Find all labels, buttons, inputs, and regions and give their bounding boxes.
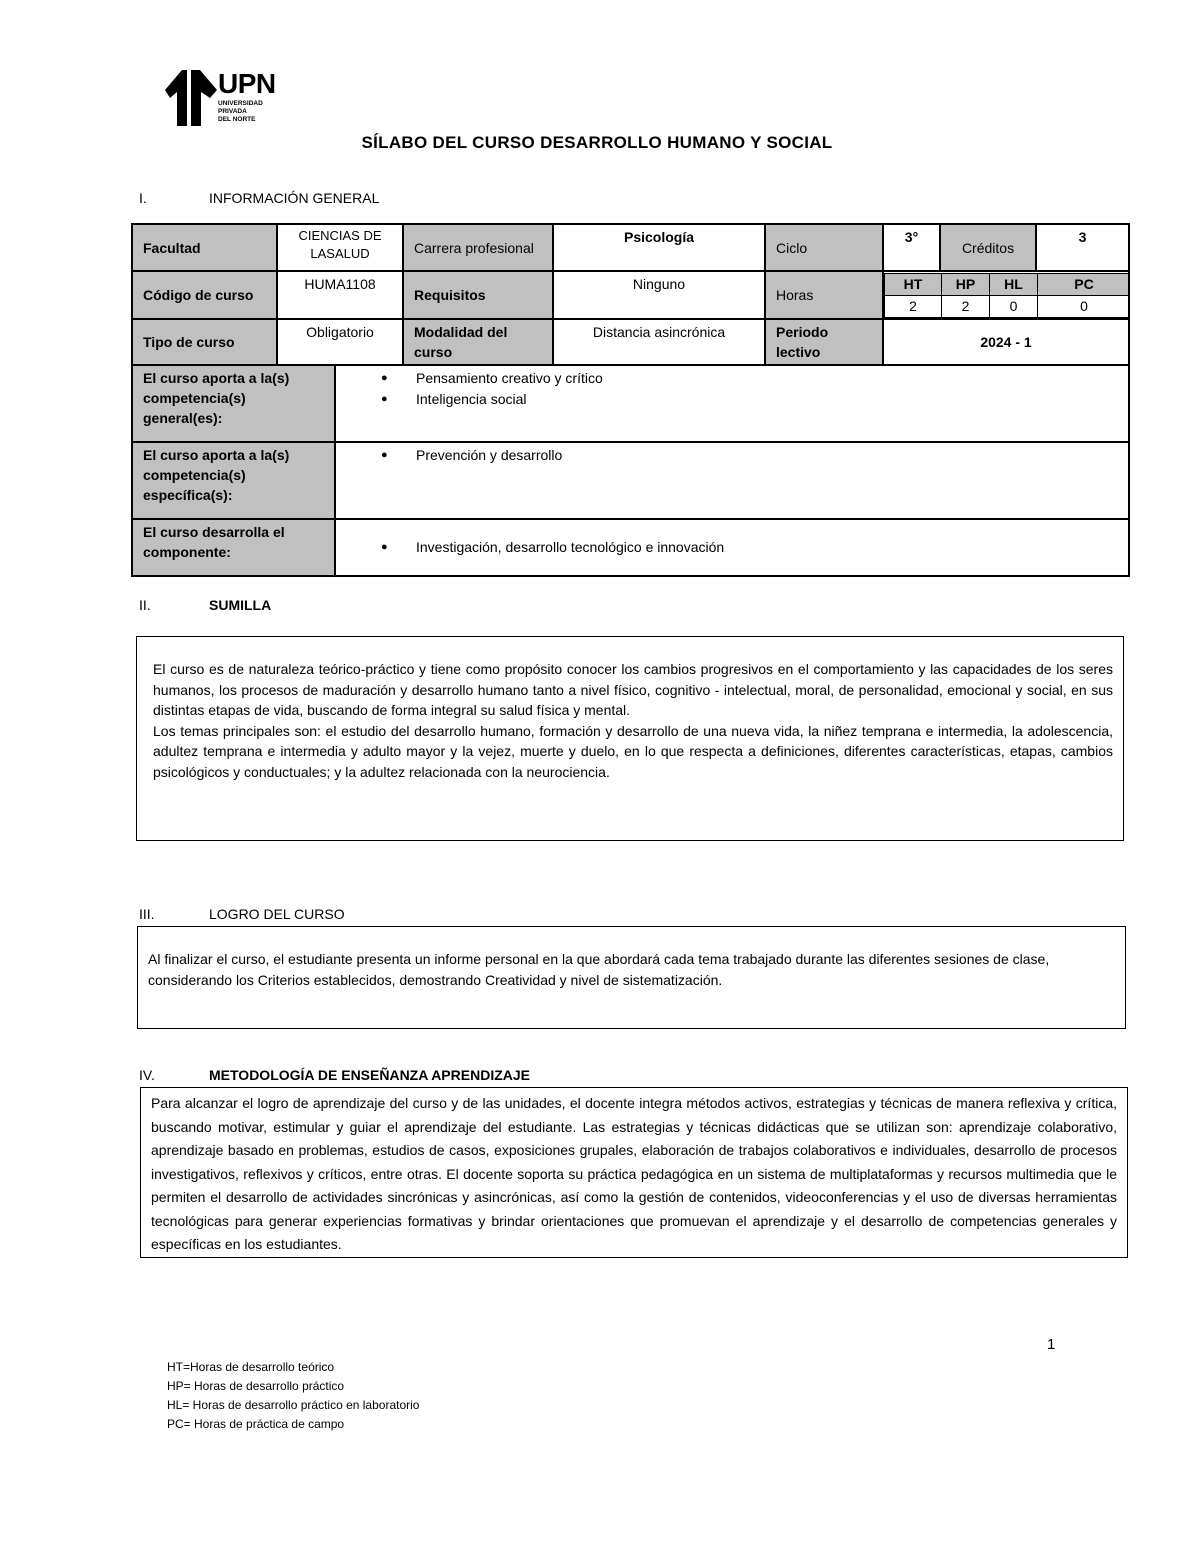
horas-pc-value: 0 — [1038, 295, 1130, 317]
comp-especifica-list — [335, 442, 1129, 519]
comp-general-list — [335, 365, 1129, 442]
creditos-label: Créditos — [940, 224, 1036, 271]
carrera-value: Psicología — [553, 224, 765, 271]
creditos-value: 3 — [1036, 224, 1129, 271]
comp-especifica-item: ● Prevención y desarrollo — [336, 445, 1118, 466]
ciclo-label: Ciclo — [765, 224, 883, 271]
carrera-label: Carrera profesional — [403, 224, 553, 271]
logo-subtitle: UNIVERSIDAD PRIVADA DEL NORTE — [218, 100, 263, 123]
document-title: SÍLABO DEL CURSO DESARROLLO HUMANO Y SOCIAL — [361, 133, 833, 152]
page-number: 1 — [1047, 1336, 1056, 1353]
horas-breakdown — [883, 271, 1129, 319]
section-2-number: II. — [139, 597, 151, 613]
ciclo-value: 3° — [883, 224, 940, 271]
horas-ht-value: 2 — [885, 295, 942, 317]
componente-item: ● Investigación, desarrollo tecnológico e innovación — [336, 537, 1118, 558]
logo-name: UPN — [218, 68, 276, 99]
footnote-hp: HP= Horas de desarrollo práctico — [167, 1379, 345, 1393]
horas-label: Horas — [765, 271, 883, 319]
modalidad-label: Modalidad del curso — [403, 319, 553, 365]
periodo-value: 2024 - 1 — [883, 319, 1129, 365]
comp-general-label: El curso aporta a la(s) competencia(s) general(es): — [132, 365, 335, 442]
footnote-hl: HL= Horas de desarrollo práctico en laboratorio — [167, 1398, 420, 1412]
logro-box — [137, 926, 1126, 1029]
horas-pc-header: PC — [1038, 273, 1130, 295]
codigo-value: HUMA1108 — [277, 271, 403, 319]
section-4-number: IV. — [139, 1067, 155, 1083]
upn-logo — [165, 70, 275, 130]
sumilla-box — [136, 636, 1124, 841]
horas-hl-value: 0 — [990, 295, 1038, 317]
section-3-number: III. — [139, 906, 155, 922]
section-1-title: INFORMACIÓN GENERAL — [209, 190, 380, 206]
codigo-label: Código de curso — [132, 271, 277, 319]
requisitos-label: Requisitos — [403, 271, 553, 319]
section-4-title: METODOLOGÍA DE ENSEÑANZA APRENDIZAJE — [209, 1067, 530, 1083]
metodologia-text: Para alcanzar el logro de aprendizaje del curso y de las unidades, el docente integra métodos activos, estrategias y técnicas de manera reflexiva y crítica, buscando motivar, estimular y guiar el aprendizaje del estudiante. Las estrategias y técnicas didácticas que se utilizan son: aprendizaje colaborativo, aprendizaje basado en problemas, estudios de casos, exposiciones grupales, elaboración de trabajos colaborativos e individuales, desarrollo de procesos investigativos, reflexivos y críticos, entre otras. El docente soporta su práctica pedagógica en un sistema de multiplataformas y recursos multimedia que le permiten el desarrollo de actividades sincrónicas y asincrónicas, así como la gestión de contenidos, videoconferencias y el uso de diversas herramientas tecnológicas para generar experiencias formativas y brindar orientaciones que promuevan el aprendizaje y el desarrollo de competencias generales y específicas en los estudiantes. — [151, 1095, 1117, 1252]
section-2-title: SUMILLA — [209, 597, 272, 613]
metodologia-box — [140, 1087, 1128, 1258]
section-1-number: I. — [139, 190, 147, 206]
horas-hp-value: 2 — [942, 295, 990, 317]
sumilla-paragraph-1: El curso es de naturaleza teórico-práctico y tiene como propósito conocer los cambios progresivos en el comportamiento y las capacidades de los seres humanos, los procesos de maduración y desarrollo humano tanto a nivel físico, cognitivo - intelectual, moral, de personalidad, emocional y social, en sus distintas etapas de vida, buscando de forma integral su salud física y mental. — [153, 661, 1113, 718]
sumilla-paragraph-2: Los temas principales son: el estudio del desarrollo humano, formación y desarrollo de una nueva vida, la niñez temprana e intermedia, la adolescencia, adultez temprana e intermedia y adulto mayor y la vejez, muerte y duelo, en lo que respecta a definiciones, diferentes características, etapas, cambios psicológicos y conductuales; y la adultez relacionada con la neurociencia. — [153, 722, 1113, 780]
footnotes — [167, 1358, 419, 1434]
section-3-title: LOGRO DEL CURSO — [209, 906, 345, 922]
comp-general-item: ● Inteligencia social — [336, 389, 1118, 410]
periodo-label: Periodo lectivo — [765, 319, 883, 365]
comp-general-item: ● Pensamiento creativo y crítico — [336, 368, 1118, 389]
upn-arrow-icon — [165, 70, 217, 126]
tipo-label: Tipo de curso — [132, 319, 277, 365]
componente-list — [335, 519, 1129, 576]
requisitos-value: Ninguno — [553, 271, 765, 319]
horas-hp-header: HP — [942, 273, 990, 295]
footnote-pc: PC= Horas de práctica de campo — [167, 1417, 345, 1431]
general-info-table — [131, 223, 1130, 577]
comp-especifica-label: El curso aporta a la(s) competencia(s) específica(s): — [132, 442, 335, 519]
horas-hl-header: HL — [990, 273, 1038, 295]
horas-ht-header: HT — [885, 273, 942, 295]
logo-text — [218, 70, 276, 124]
facultad-label: Facultad — [132, 224, 277, 271]
modalidad-value: Distancia asincrónica — [553, 319, 765, 365]
facultad-value: CIENCIAS DE LASALUD — [277, 224, 403, 271]
componente-label: El curso desarrolla el componente: — [132, 519, 335, 576]
logro-text: Al finalizar el curso, el estudiante presenta un informe personal en la que abordará cada tema trabajado durante las diferentes sesiones de clase, considerando los Criterios establecidos, demostrando Creatividad y nivel de sistematización. — [148, 951, 1050, 988]
tipo-value: Obligatorio — [277, 319, 403, 365]
footnote-ht: HT=Horas de desarrollo teórico — [167, 1360, 335, 1374]
